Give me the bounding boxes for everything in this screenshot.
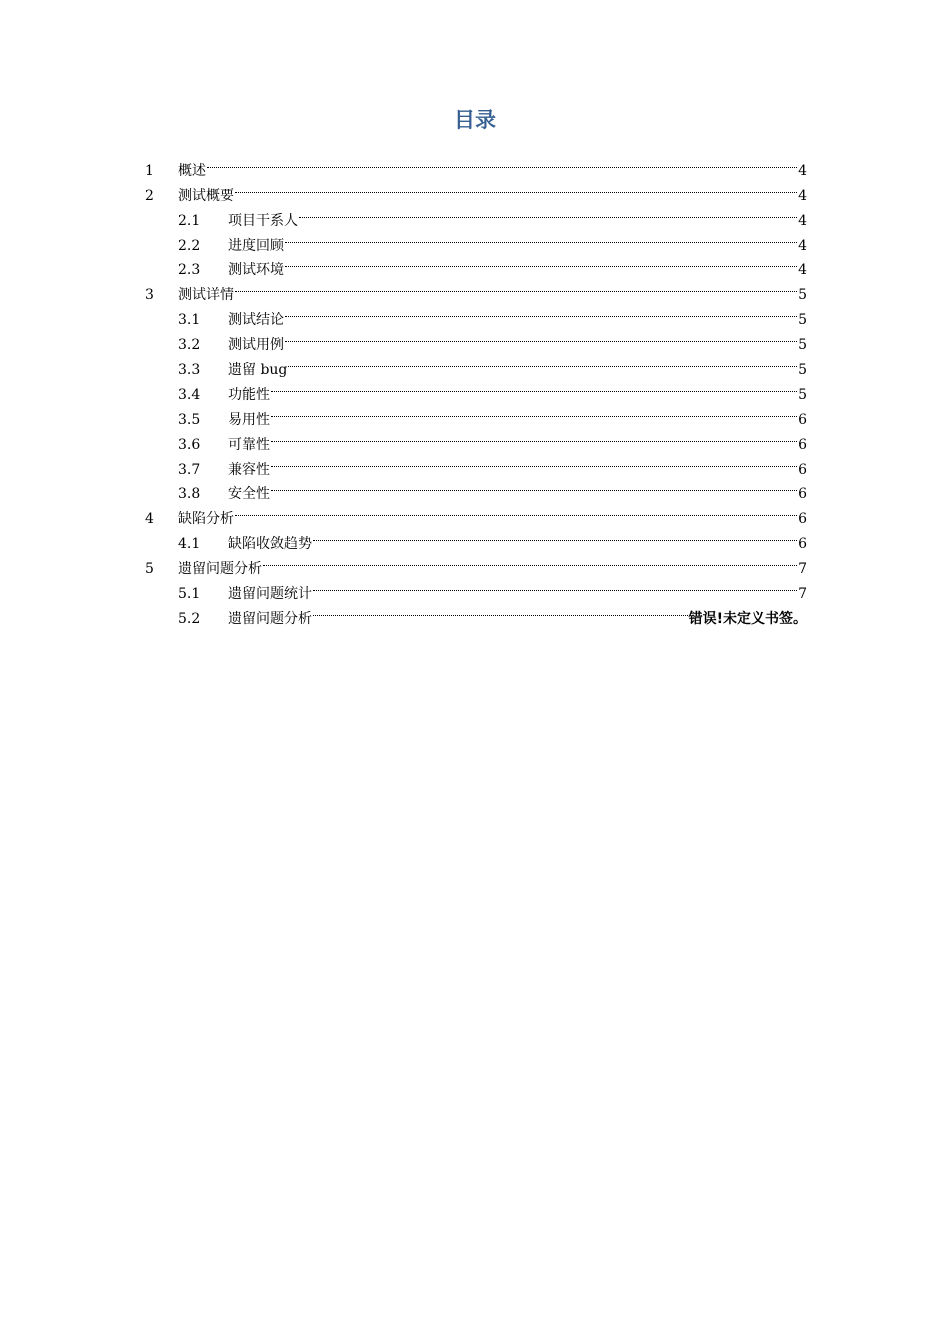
toc-entry-page-number: 6 [798, 486, 807, 503]
toc-entry-number: 3 [145, 287, 154, 304]
toc-entry[interactable] [145, 498, 807, 528]
toc-entry-text: 安全性 [228, 486, 270, 503]
toc-entry-number: 2 [145, 187, 154, 204]
toc-entry-page-number: 7 [798, 561, 807, 578]
toc-entry-number: 5.1 [178, 586, 201, 603]
toc-dot-leader [288, 349, 797, 374]
toc-entry[interactable] [145, 274, 807, 304]
toc-entry-number: 4.1 [178, 536, 201, 553]
toc-entry-page-number: 4 [798, 237, 807, 254]
toc-entry-error-message: 错误!未定义书签。 [688, 610, 807, 627]
toc-entry-page-number: 7 [798, 586, 807, 603]
toc-entry-text: 测试概要 [178, 187, 234, 204]
toc-dot-leader [285, 250, 797, 275]
toc-entry[interactable] [145, 299, 807, 329]
toc-entry-number: 5 [145, 561, 154, 578]
toc-entry-text: 进度回顾 [228, 237, 284, 254]
toc-entry-text: 遗留问题统计 [228, 586, 312, 603]
toc-dot-leader [235, 175, 797, 200]
toc-entry-number: 3.2 [178, 337, 201, 354]
toc-entry-number: 3.5 [178, 411, 201, 428]
toc-entry-text: 测试用例 [228, 337, 284, 354]
toc-entry-page-number: 4 [798, 262, 807, 279]
toc-entry-page-number: 5 [798, 337, 807, 354]
toc-entry-number: 3.8 [178, 486, 201, 503]
toc-entry-number: 2.1 [178, 212, 201, 229]
toc-entry-number: 5.2 [178, 610, 201, 627]
toc-entry-text: 项目干系人 [228, 212, 298, 229]
toc-dot-leader [285, 299, 797, 324]
toc-entry-text: 遗留问题分析 [228, 610, 312, 627]
toc-dot-leader [207, 150, 797, 175]
toc-dot-leader [285, 225, 797, 250]
toc-entry-number: 3.4 [178, 386, 201, 403]
toc-dot-leader [313, 523, 797, 548]
toc-entry-number: 3.6 [178, 436, 201, 453]
toc-entry-page-number: 6 [798, 411, 807, 428]
toc-dot-leader [271, 399, 797, 424]
toc-entry-text: 测试环境 [228, 262, 284, 279]
toc-entry-page-number: 5 [798, 386, 807, 403]
toc-entry-page-number: 4 [798, 162, 807, 179]
toc-entry-number: 3.7 [178, 461, 201, 478]
toc-dot-leader [285, 324, 797, 349]
toc-entry-number: 3.1 [178, 312, 201, 329]
toc-dot-leader [313, 573, 797, 598]
toc-entry-number: 4 [145, 511, 154, 528]
toc-entry-text: 缺陷收敛趋势 [228, 536, 312, 553]
toc-entry-number: 2.2 [178, 237, 201, 254]
toc-entry-number: 2.3 [178, 262, 201, 279]
toc-dot-leader [235, 274, 797, 299]
toc-dot-leader [313, 598, 688, 623]
toc-entry-text: 易用性 [228, 411, 270, 428]
toc-entry[interactable] [145, 150, 807, 179]
toc-dot-leader [271, 374, 797, 399]
toc-entry-text: 测试详情 [178, 287, 234, 304]
toc-entry-page-number: 6 [798, 511, 807, 528]
toc-entry-text: 可靠性 [228, 436, 270, 453]
toc-entry-page-number: 4 [798, 212, 807, 229]
toc-entry-text: 功能性 [228, 386, 270, 403]
toc-entry-page-number: 6 [798, 461, 807, 478]
toc-dot-leader [271, 449, 797, 474]
toc-entry-page-number: 4 [798, 187, 807, 204]
toc-entry[interactable] [145, 523, 807, 553]
toc-entry-text: 测试结论 [228, 312, 284, 329]
toc-entry-number: 3.3 [178, 362, 201, 379]
toc-dot-leader [263, 548, 797, 573]
toc-title: 目录 [454, 108, 496, 132]
toc-entry-page-number: 6 [798, 536, 807, 553]
toc-entry-page-number: 6 [798, 436, 807, 453]
toc-entry-page-number: 5 [798, 312, 807, 329]
toc-dot-leader [271, 474, 797, 499]
toc-dot-leader [271, 424, 797, 449]
toc-entry-page-number: 5 [798, 287, 807, 304]
toc-entry-text: 遗留问题分析 [178, 561, 262, 578]
toc-entry-text: 遗留 bug [228, 362, 288, 379]
toc-entry[interactable] [145, 175, 807, 204]
toc-entry-text: 兼容性 [228, 461, 270, 478]
toc-entry-number: 1 [145, 162, 154, 179]
toc-dot-leader [235, 498, 797, 523]
toc-list [145, 150, 807, 627]
toc-entry-text: 缺陷分析 [178, 511, 234, 528]
toc-entry-text: 概述 [178, 162, 206, 179]
toc-entry-page-number: 5 [798, 362, 807, 379]
toc-entry[interactable] [145, 200, 807, 229]
toc-dot-leader [299, 200, 797, 225]
